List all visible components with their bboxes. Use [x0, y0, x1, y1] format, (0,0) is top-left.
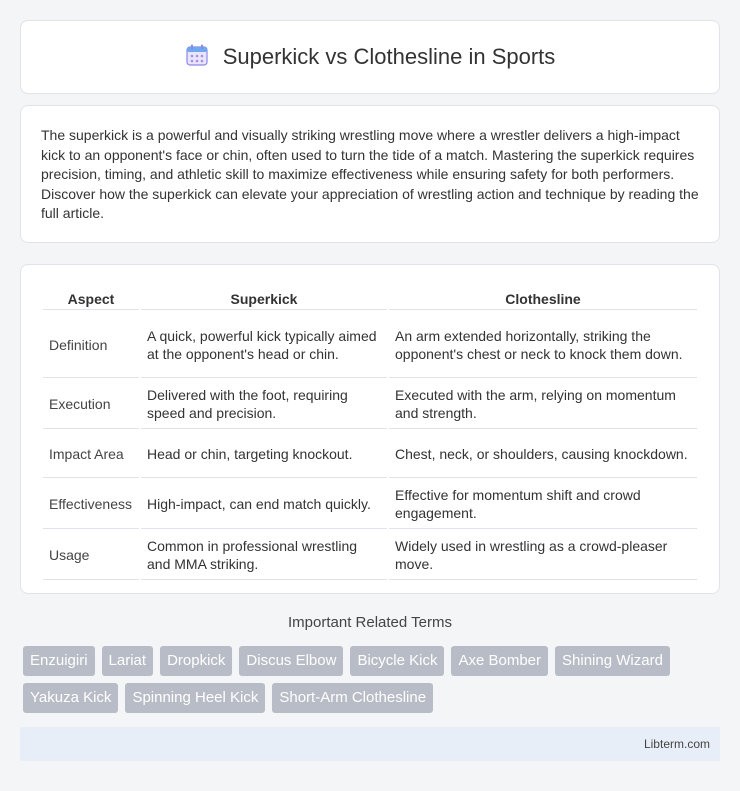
aspect-cell: Usage: [43, 531, 139, 580]
clothesline-cell: Chest, neck, or shoulders, causing knockdown.: [389, 431, 697, 478]
clothesline-cell: Widely used in wrestling as a crowd-pleaser move.: [389, 531, 697, 580]
header-card: [20, 20, 720, 94]
related-term-tag[interactable]: Axe Bomber: [451, 646, 548, 676]
clothesline-cell: Effective for momentum shift and crowd engagement.: [389, 480, 697, 529]
column-header-aspect: Aspect: [43, 287, 139, 310]
superkick-cell: High-impact, can end match quickly.: [141, 480, 387, 529]
column-header-clothesline: Clothesline: [389, 287, 697, 310]
footer-site-link[interactable]: Libterm.com: [643, 737, 710, 751]
superkick-cell: Delivered with the foot, requiring speed and precision.: [141, 380, 387, 429]
table-header-row: [43, 287, 697, 310]
related-term-tag[interactable]: Enzuigiri: [23, 646, 95, 676]
header: [185, 43, 556, 72]
table-row: [43, 380, 697, 429]
related-terms-title: Important Related Terms: [288, 614, 452, 631]
related-term-tag[interactable]: Lariat: [102, 646, 154, 676]
table-row: [43, 431, 697, 478]
related-term-tag[interactable]: Bicycle Kick: [350, 646, 444, 676]
calendar-icon: [185, 43, 209, 72]
related-term-tag[interactable]: Yakuza Kick: [23, 683, 118, 713]
clothesline-cell: An arm extended horizontally, striking the opponent's chest or neck to knock them down.: [389, 312, 697, 378]
intro-text: The superkick is a powerful and visually striking wrestling move where a wrestler delivers a high-impact kick to an opponent's face or chin, often used to turn the tide of a match. Mastering the superkick requires precision, timing, and athletic skill to maximize effectiveness while ensuring safety for both performers. Discover how the superkick can elevate your appreciation of wrestling action and technique by reading the full article.: [41, 127, 699, 222]
related-term-tag[interactable]: Short-Arm Clothesline: [272, 683, 433, 713]
aspect-cell: Execution: [43, 380, 139, 429]
superkick-cell: A quick, powerful kick typically aimed at the opponent's head or chin.: [141, 312, 387, 378]
table-row: [43, 312, 697, 378]
table-row: [43, 480, 697, 529]
column-header-superkick: Superkick: [141, 287, 387, 310]
aspect-cell: Definition: [43, 312, 139, 378]
related-term-tag[interactable]: Spinning Heel Kick: [125, 683, 265, 713]
related-term-tag[interactable]: Dropkick: [160, 646, 232, 676]
footer: [20, 727, 720, 761]
aspect-cell: Effectiveness: [43, 480, 139, 529]
clothesline-cell: Executed with the arm, relying on momentum and strength.: [389, 380, 697, 429]
comparison-card: [20, 264, 720, 594]
superkick-cell: Head or chin, targeting knockout.: [141, 431, 387, 478]
related-term-tag[interactable]: Shining Wizard: [555, 646, 670, 676]
aspect-cell: Impact Area: [43, 431, 139, 478]
comparison-table: [41, 285, 699, 582]
superkick-cell: Common in professional wrestling and MMA striking.: [141, 531, 387, 580]
intro-card: [20, 105, 720, 243]
related-terms-list: [23, 646, 723, 713]
table-row: [43, 531, 697, 580]
related-term-tag[interactable]: Discus Elbow: [239, 646, 343, 676]
page-title: Superkick vs Clothesline in Sports: [222, 44, 556, 69]
